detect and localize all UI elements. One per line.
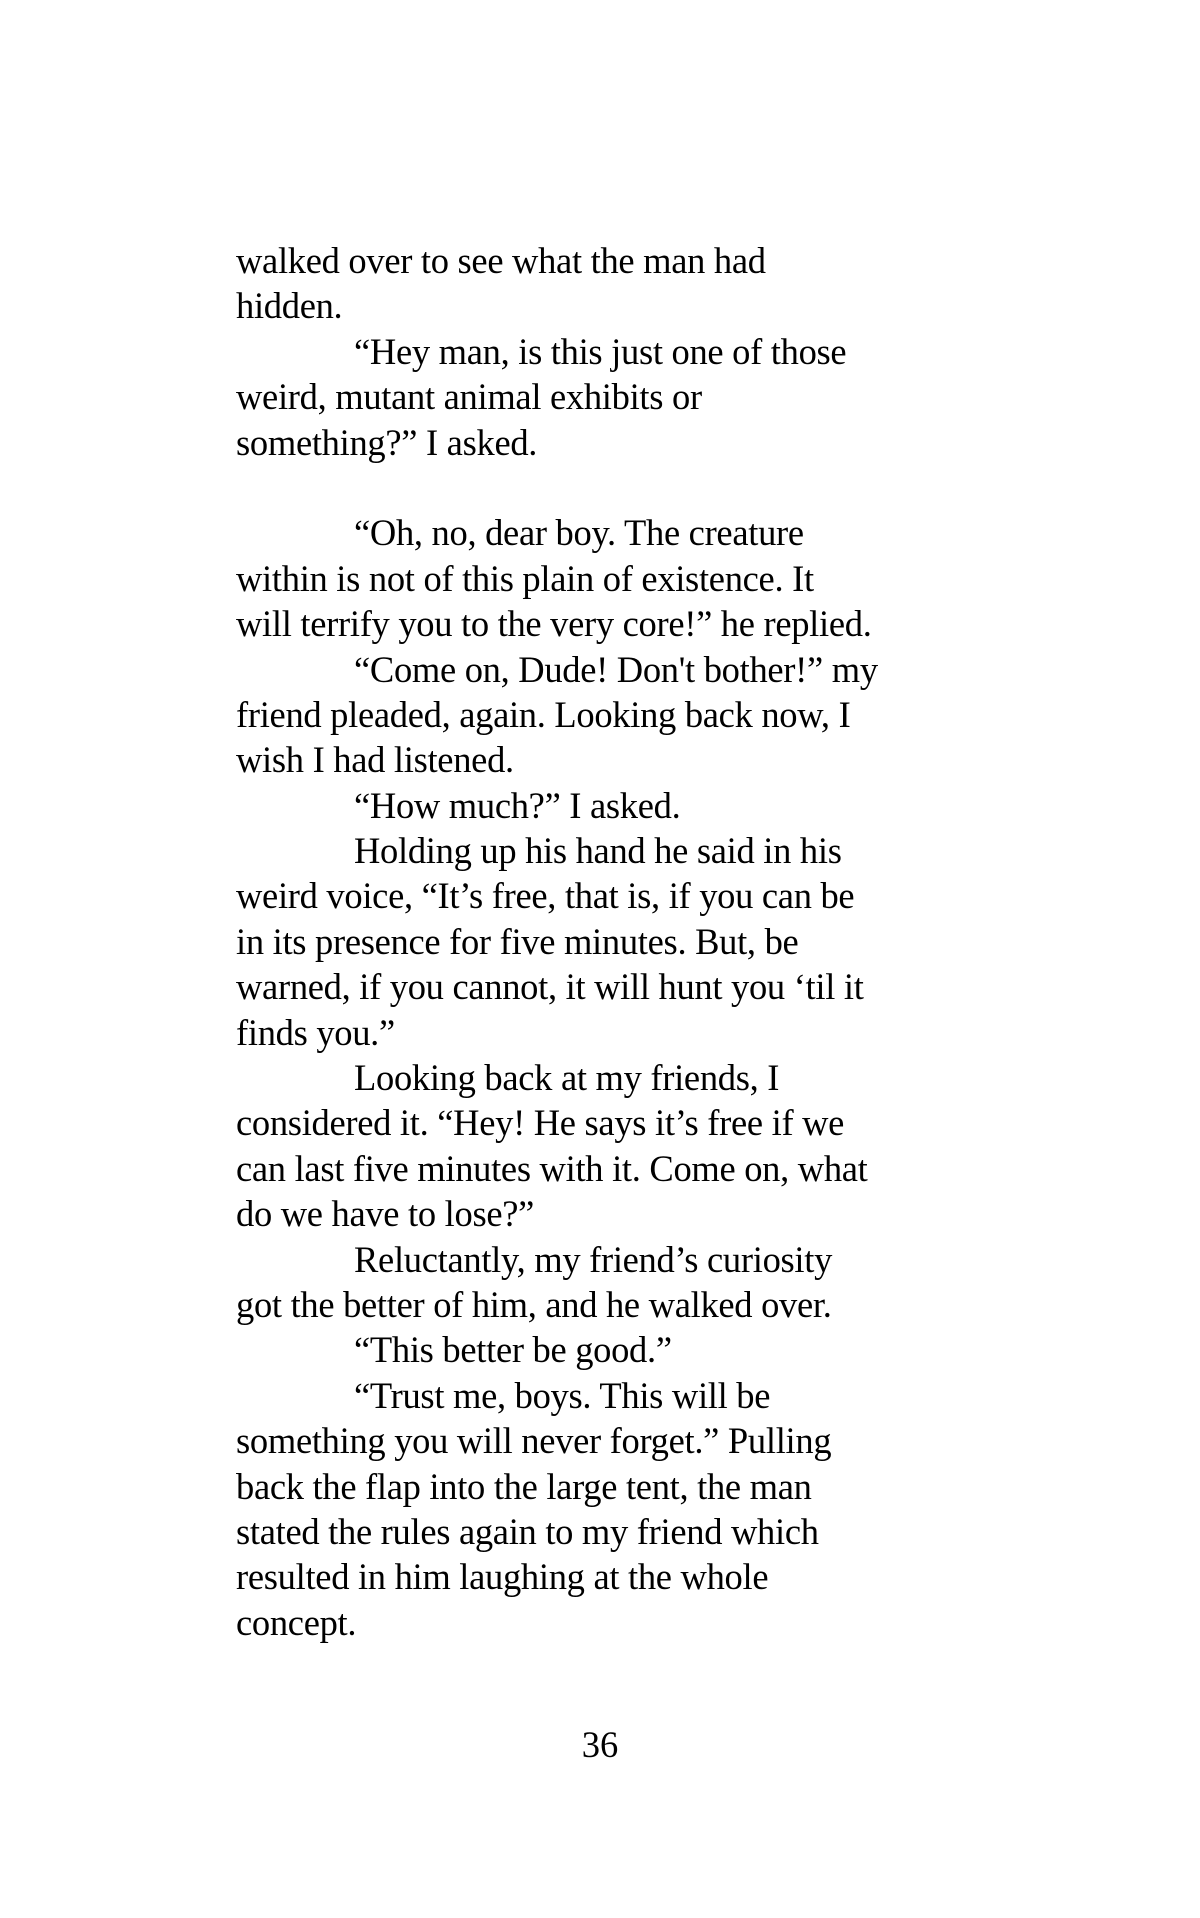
text-line: Reluctantly, my friend’s curiosity xyxy=(354,1238,833,1280)
text-line: something?” I asked. xyxy=(236,421,538,463)
text-line: finds you.” xyxy=(236,1011,395,1053)
text-line: weird voice, “It’s free, that is, if you can be xyxy=(236,875,855,917)
text-line: do we have to lose?” xyxy=(236,1193,535,1235)
text-line: back the flap into the large tent, the man xyxy=(236,1465,812,1507)
text-line: concept. xyxy=(236,1601,357,1643)
text-line: walked over to see what the man had xyxy=(236,240,766,281)
text-line: resulted in him laughing at the whole xyxy=(236,1556,769,1598)
text-line: stated the rules again to my friend which xyxy=(236,1510,819,1552)
text-line: “Trust me, boys. This will be xyxy=(354,1374,771,1416)
body-text xyxy=(236,238,956,1645)
text-line: something you will never forget.” Pulling xyxy=(236,1420,832,1462)
text-line: got the better of him, and he walked over. xyxy=(236,1283,832,1325)
blank-line xyxy=(236,465,956,510)
text-line: in its presence for five minutes. But, be xyxy=(236,920,799,962)
text-line: “Come on, Dude! Don't bother!” my xyxy=(354,648,878,690)
text-line: considered it. “Hey! He says it’s free if we xyxy=(236,1102,845,1144)
text-line: wish I had listened. xyxy=(236,739,514,781)
text-line: hidden. xyxy=(236,285,343,327)
text-line: “Oh, no, dear boy. The creature xyxy=(354,512,804,554)
text-line: within is not of this plain of existence. It xyxy=(236,557,814,599)
page-number: 36 xyxy=(581,1724,619,1765)
text-line: “This better be good.” xyxy=(354,1329,672,1371)
text-line: can last five minutes with it. Come on, what xyxy=(236,1147,868,1189)
text-line: “Hey man, is this just one of those xyxy=(354,330,847,372)
text-line: will terrify you to the very core!” he replied. xyxy=(236,603,872,645)
text-line: Looking back at my friends, I xyxy=(354,1057,780,1099)
text-line: “How much?” I asked. xyxy=(354,784,681,826)
text-line: warned, if you cannot, it will hunt you ‘til it xyxy=(236,966,864,1008)
text-line: Holding up his hand he said in his xyxy=(354,830,842,872)
text-line: friend pleaded, again. Looking back now, I xyxy=(236,693,851,735)
text-line: weird, mutant animal exhibits or xyxy=(236,376,702,418)
